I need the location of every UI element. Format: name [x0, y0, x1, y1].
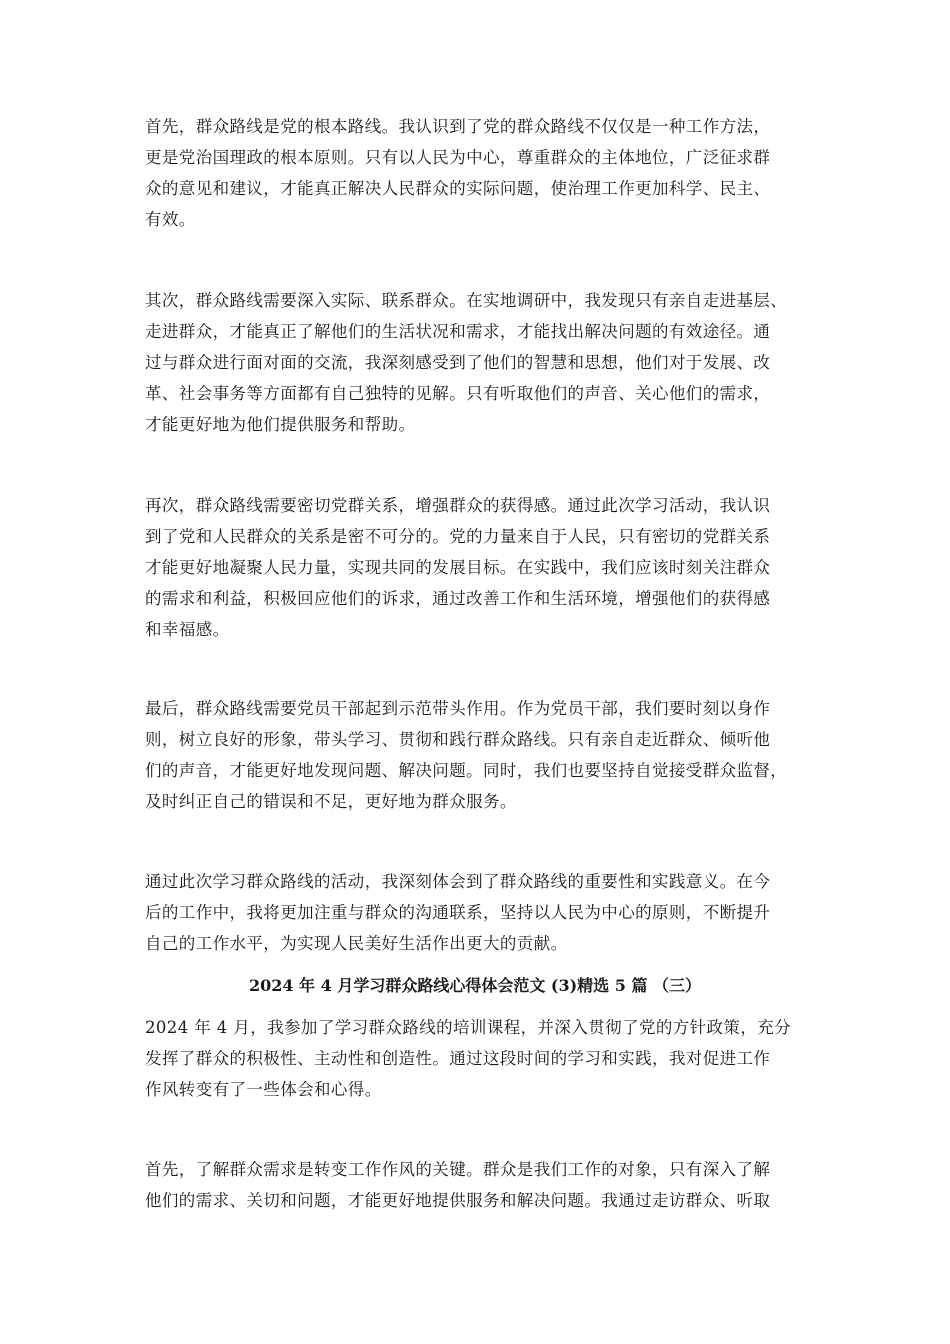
text-line: 首先，群众路线是党的根本路线。我认识到了党的群众路线不仅仅是一种工作方法，: [145, 117, 771, 136]
text-line: 发挥了群众的积极性、主动性和创造性。通过这段时间的学习和实践，我对促进工作: [145, 1049, 771, 1068]
text-line: 众的意见和建议，才能真正解决人民群众的实际问题，使治理工作更加科学、民主、: [145, 179, 771, 198]
text-line: 过与群众进行面对面的交流，我深刻感受到了他们的智慧和思想，他们对于发展、改: [145, 353, 771, 372]
section-paragraph-intro: [145, 1012, 805, 1105]
text-line: 才能更好地凝聚人民力量，实现共同的发展目标。在实践中，我们应该时刻关注群众: [145, 558, 771, 577]
text-line: 通过此次学习群众路线的活动，我深刻体会到了群众路线的重要性和实践意义。在今: [145, 872, 771, 891]
text-line: 革、社会事务等方面都有自己独特的见解。只有听取他们的声音、关心他们的需求，: [145, 384, 771, 403]
text-line: 的需求和利益，积极回应他们的诉求，通过改善工作和生活环境，增强他们的获得感: [145, 589, 771, 608]
text-line: 和幸福感。: [145, 620, 230, 639]
text-line: 更是党治国理政的根本原则。只有以人民为中心，尊重群众的主体地位，广泛征求群: [145, 148, 771, 167]
text-line: 后的工作中，我将更加注重与群众的沟通联系，坚持以人民为中心的原则，不断提升: [145, 903, 771, 922]
text-line: 自己的工作水平，为实现人民美好生活作出更大的贡献。: [145, 934, 568, 953]
text-line: 首先，了解群众需求是转变工作作风的关键。群众是我们工作的对象，只有深入了解: [145, 1160, 771, 1179]
text-line: 及时纠正自己的错误和不足，更好地为群众服务。: [145, 792, 517, 811]
paragraph-fifth: [145, 866, 805, 959]
text-line: 到了党和人民群众的关系是密不可分的。党的力量来自于人民，只有密切的党群关系: [145, 527, 771, 546]
paragraph-third: [145, 490, 805, 645]
text-line: 则，树立良好的形象，带头学习、贯彻和践行群众路线。只有亲自走近群众、倾听他: [145, 730, 771, 749]
paragraph-fourth: [145, 693, 805, 817]
section-paragraph-first: [145, 1154, 805, 1216]
text-line: 走进群众，才能真正了解他们的生活状况和需求，才能找出解决问题的有效途径。通: [145, 322, 771, 341]
text-line: 们的声音，才能更好地发现问题、解决问题。同时，我们也要坚持自觉接受群众监督，: [145, 761, 788, 780]
text-line: 再次，群众路线需要密切党群关系，增强群众的获得感。通过此次学习活动，我认识: [145, 496, 771, 515]
paragraph-first: [145, 111, 805, 235]
paragraph-second: [145, 285, 805, 440]
text-line: 才能更好地为他们提供服务和帮助。: [145, 415, 416, 434]
text-line: 最后，群众路线需要党员干部起到示范带头作用。作为党员干部，我们要时刻以身作: [145, 699, 771, 718]
text-line: 作风转变有了一些体会和心得。: [145, 1080, 382, 1099]
section-heading: 2024 年 4 月学习群众路线心得体会范文 (3)精选 5 篇 （三）: [248, 976, 702, 995]
text-line: 其次，群众路线需要深入实际、联系群众。在实地调研中，我发现只有亲自走进基层、: [145, 291, 788, 310]
text-line: 2024 年 4 月，我参加了学习群众路线的培训课程，并深入贯彻了党的方针政策，充分: [145, 1018, 792, 1037]
text-line: 他们的需求、关切和问题，才能更好地提供服务和解决问题。我通过走访群众、听取: [145, 1191, 771, 1210]
text-line: 有效。: [145, 210, 196, 229]
